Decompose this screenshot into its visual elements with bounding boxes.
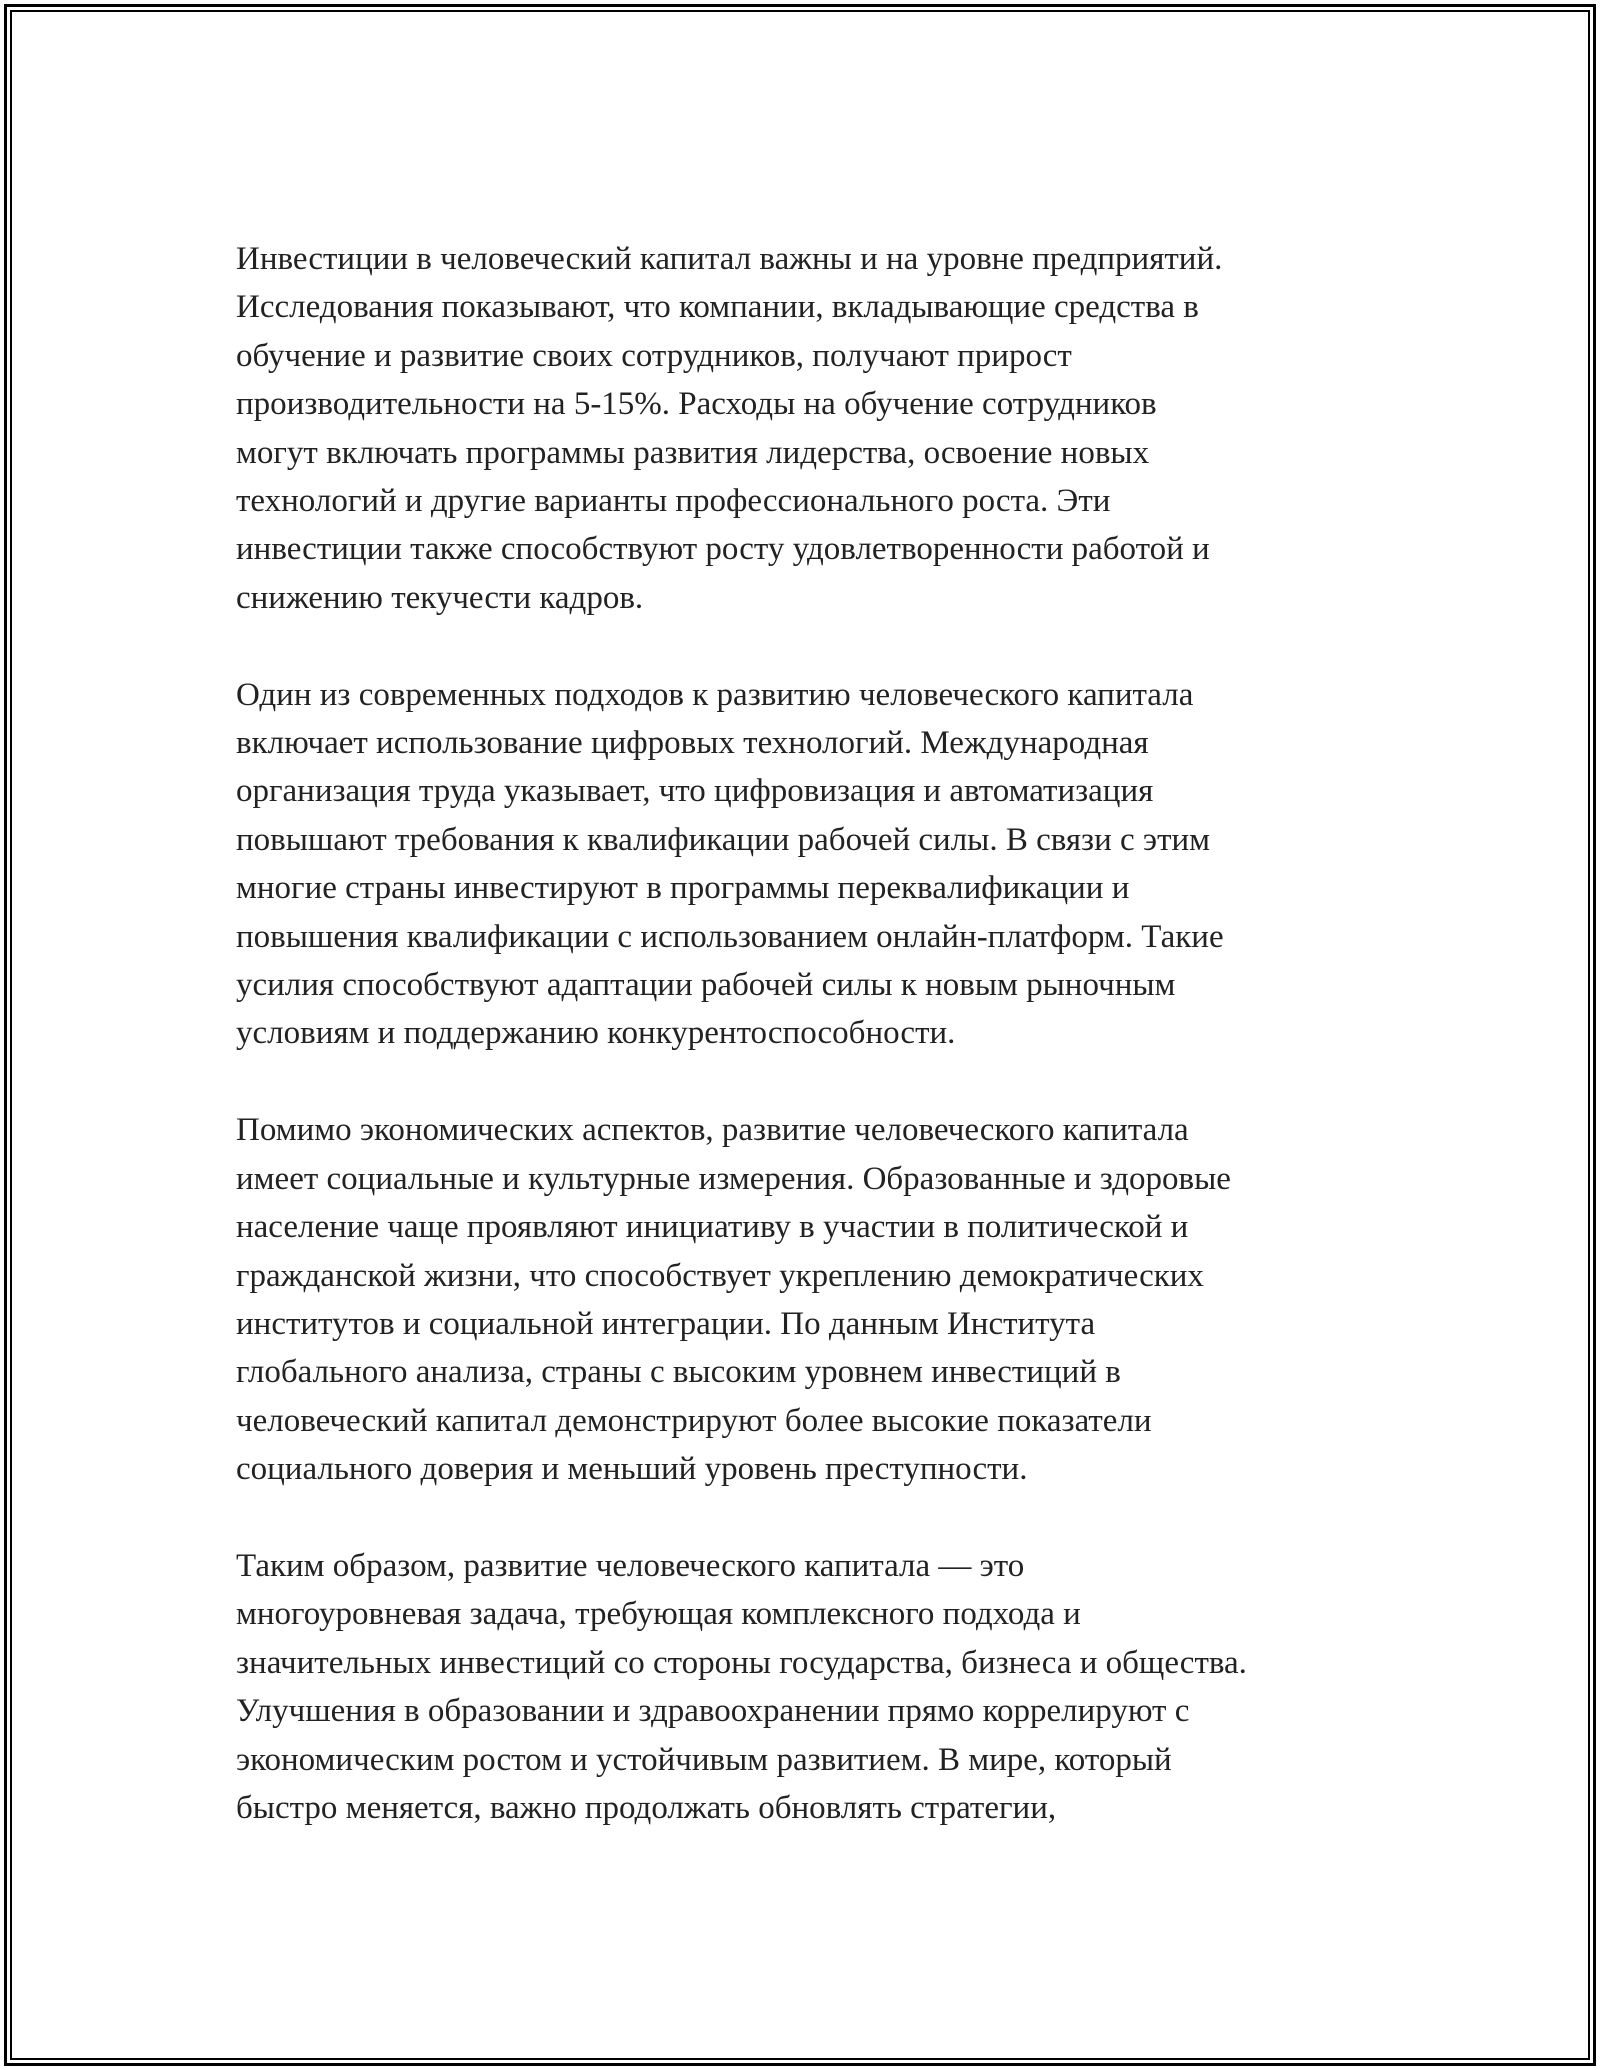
text-line: усилия способствуют адаптации рабочей силы к новым рыночным [236,967,1176,1004]
text-line: инвестиции также способствуют росту удовлетворенности работой и [236,531,1210,568]
text-line: включает использование цифровых технологий. Международная [236,725,1149,762]
text-line: социального доверия и меньший уровень преступности. [236,1451,1028,1488]
paragraph-1 [236,235,1396,622]
text-line: население чаще проявляют инициативу в участии в политической и [236,1209,1189,1246]
text-line: обучение и развитие своих сотрудников, получают прирост [236,337,1072,374]
text-line: имеет социальные и культурные измерения. Образованные и здоровые [236,1160,1231,1197]
document-body [236,235,1396,1881]
text-line: человеческий капитал демонстрируют более высокие показатели [236,1402,1152,1439]
text-line: повышения квалификации с использованием онлайн-платформ. Такие [236,918,1224,955]
text-line: Один из современных подходов к развитию человеческого капитала [236,676,1194,713]
text-line: технологий и другие варианты профессионального роста. Эти [236,483,1111,520]
text-line: значительных инвестиций со стороны государства, бизнеса и общества. [236,1644,1247,1681]
text-line: многие страны инвестируют в программы переквалификации и [236,870,1130,907]
text-line: повышают требования к квалификации рабочей силы. В связи с этим [236,821,1211,858]
text-line: Таким образом, развитие человеческого капитала — это [236,1547,1025,1584]
text-line: Улучшения в образовании и здравоохранении прямо коррелируют с [236,1693,1190,1730]
paragraph-3 [236,1106,1396,1493]
text-line: снижению текучести кадров. [236,579,644,616]
text-line: Помимо экономических аспектов, развитие человеческого капитала [236,1112,1189,1149]
paragraph-4 [236,1542,1396,1832]
text-line: производительности на 5-15%. Расходы на обучение сотрудников [236,386,1157,423]
text-line: институтов и социальной интеграции. По данным Института [236,1305,1096,1342]
text-line: экономическим ростом и устойчивым развитием. В мире, который [236,1741,1172,1778]
paragraph-2 [236,671,1396,1058]
text-line: Исследования показывают, что компании, вкладывающие средства в [236,289,1199,326]
text-line: могут включать программы развития лидерства, освоение новых [236,434,1150,471]
text-line: Инвестиции в человеческий капитал важны и на уровне предприятий. [236,241,1223,277]
text-line: организация труда указывает, что цифровизация и автоматизация [236,773,1154,810]
text-line: глобального анализа, страны с высоким уровнем инвестиций в [236,1354,1121,1391]
text-line: многоуровневая задача, требующая комплексного подхода и [236,1596,1081,1633]
text-line: быстро меняется, важно продолжать обновлять стратегии, [236,1789,1057,1826]
text-line: гражданской жизни, что способствует укреплению демократических [236,1257,1204,1294]
text-line: условиям и поддержанию конкурентоспособности. [236,1015,956,1052]
